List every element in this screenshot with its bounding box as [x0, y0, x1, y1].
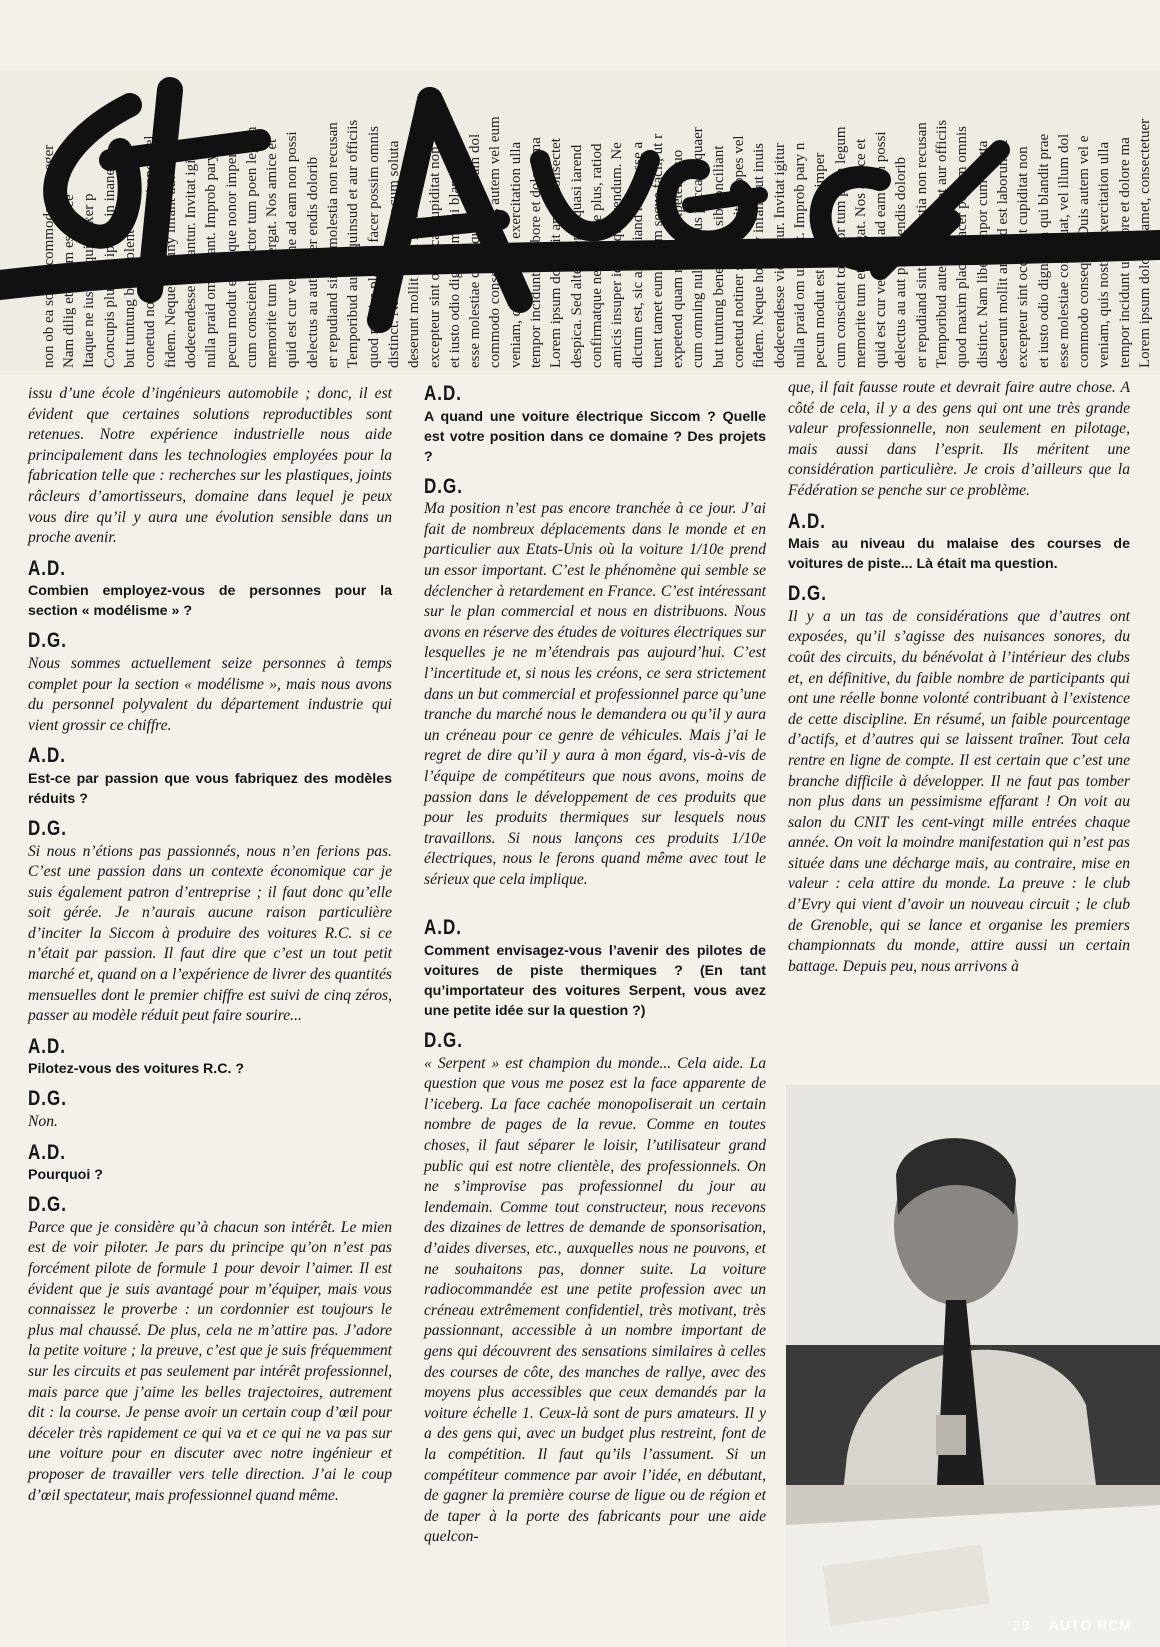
interviewee-label: D.G. [28, 1086, 67, 1111]
answer-3: Non. [28, 1113, 58, 1131]
question-5: A quand une voiture électrique Siccom ? Quelle est votre position dans ce domaine ? Des projets ? [424, 408, 766, 465]
lorem-column: dodecendesse videantur. Invitat igitur [182, 143, 199, 368]
interviewer-label: A.D. [28, 556, 66, 580]
lorem-column: Itaque ne iustitia quis dixer p [81, 193, 98, 368]
column-3 [788, 378, 1130, 977]
lorem-column: Concupis plusque ipsum in inane s [101, 159, 118, 368]
interviewer-label: A.D. [424, 915, 462, 940]
lorem-header-band [0, 70, 1160, 375]
col1-intro-text: issu d’une école d’ingénieurs automobile ; donc, il est évident que certaines solutions reproductibles sont retenues. Notre expérience industrielle nous aide principalement dans les technologies employées pour la fabrication telle que : recherches sur les plastiques, joints râcleurs d’amortisseurs, domaine dans lequel je peux vous dire qu’il y aura une évolution sensible dans un proche avenir. [28, 385, 392, 547]
interviewer-label: A.D. [788, 508, 826, 533]
interviewer-label: A.D. [28, 1140, 66, 1164]
lorem-column: conetud notiner si effecerit, et opes vel [731, 135, 747, 368]
lorem-column: delectus au aut prefer endis dolorib [304, 156, 321, 368]
lorem-column: despica. Sed alter erendi quasi iarend [568, 144, 585, 368]
magazine-name: AUTO RCM [1048, 1617, 1132, 1633]
question-2: Est-ce par passion que vous fabriquez des modèles réduits ? [28, 770, 392, 807]
answer-1: Nous sommes actuellement seize personnes à temps complet pour la section « modélisme », mais nous avons du personnel polyvalent du département industrie qui vient grossir ce chiffre. [28, 654, 392, 734]
lorem-column: amicis insuper id est quaerendum. Ne [609, 142, 626, 368]
lorem-column: conetud notiner si effecerit, et opes vel [142, 135, 159, 368]
answer-2: Si nous n’étions pas passionnés, nous n’en ferions pas. C’est une passion dans un contexte économique car je suis également patron d’entreprise ; il faut donc qu’elle soit gérée. Je n’aurais aucune raison particulière d’inciter la Siccom à produire des voitures R.C. si ce n’était par passion. Il faut dire que c’est un tout petit marché et, quand on a l’expérience de livrer des quantités mensuelles dont le premier chiffre est suivi de cinq zéros, passer au modèle réduit peut faire sourire... [28, 842, 392, 1025]
interviewee-label: D.G. [28, 816, 67, 841]
answer-7: Il y a un tas de considérations que d’autres ont exposées, qu’il s’agisse des nuisances sonores, du coût des circuits, du bénévolat à l’intérieur des clubs et, en définitive, du faible nombre de participants qui ont une réelle bonne volonté contribuant à l’existence de cette discipline. En résumé, un faible pourcentage d’actifs, et d’autres qui se laissent traîner. Tout cela rentre en ligne de compte. Il est certain que c’est une branche difficile à développer. Il ne faut pas tomber non plus dans un pessimisme effarant ! On voit au salon du CNIT les cent-vingt mille entrées chaque année. On voit la moindre manifestation qui n’est pas située dans une décharge mais, au contraire, mise en valeur : cela attire du monde. La preuve : le club d’Evry qui vient d’avoir un nouveau circuit ; le club de Grenoble, qui se lance et organise les premiers championnats du monde, attire aussi un certain battage. Depuis peu, nous arrivons à [788, 607, 1130, 975]
lorem-column: et iusto odio dignissim qui blandit prae [1035, 133, 1052, 368]
lorem-column: commodo consequat. Duis autem vel e [1076, 135, 1093, 368]
lorem-column: commodo consequat. Duis autem vel eum [487, 116, 504, 368]
answer-6: « Serpent » est champion du monde... Cela aide. La question que vous me posez est la face apparente de l’iceberg. La face cachée monopoliserait un certain nombre de pages de la revue. Comme en toutes choses, il faut séparer le loisir, l’utilisateur grand public qui est notre clientèle, des professionnels. On ne s’improvise pas professionnel du jour au lendemain. Comme tout constructeur, nous recevons des dizaines de lettres de demande de sponsorisation, d’aides diverses, etc., auxquelles nous ne pouvons, et ne souhaitons pas, donner suite. La voiture radiocommandée est une petite profession avec un créneau extrêmement confidentiel, très motivant, très passionnant, accessible à un nombre important de gens qui découvrent des sensations similaires à celles des courses de côte, des manches de rallye, avec des moyens plus accessibles que ceux demandés par la voiture échelle 1. Ceux-là sont de purs amateurs. Il y a des gens qui, avec un budget plus restreint, font de la compétition. Il faut qu’ils l’assument. Si un compétiteur commence par avoir l’idée, en débutant, de gagner la première course de ligue ou de région et de taper à la porte des fabricants pour une aide quelcon- [424, 1054, 766, 1546]
lorem-column: fidem. Neque hominy infant aut inuis [162, 143, 179, 368]
lorem-column: esse molestiae consequat, vel illum dol [467, 133, 484, 368]
answer-5: Ma position n’est pas encore tranchée à ce jour. J’ai fait de nombreux déplacements dans le monde et en particulier aux Etats-Unis où la voiture 1/10e prend un essor important. C’est le phénomène qui semble se déclencher à retardement en France. C’est intéressant sur le plan commercial et nous en distribuons. Nous avons en réserve des études de voitures électriques sur lesquelles je ne m’étendrais pas aujourd’hui. C’est l’incertitude et, si nous les créons, ce sera strictement dans un but commercial et professionnel parce qu’une tranche du marché nous le demandera ou qu’il y aura un créneau pour ce genre de véhicules. Mais j’ai le regret de dire qu’il y aura à mon égard, vis-à-vis de l’équipe de compétiteurs que nous avons, moins de passion dans le développement de ces produits que pour les produits thermiques sur lesquels nous travaillons. Si nous lançons ces produits 1/10e électriques, nous le ferons quand même avec tout le sérieux que cela implique. [424, 500, 766, 888]
interviewee-label: D.G. [788, 581, 827, 606]
lorem-column: Temporibud autem quinsud et aur officiis [345, 119, 362, 368]
lorem-column: tempor incidunt ut labore et dolore ma [1116, 137, 1133, 368]
lorem-column: tempor incidunt ut labore et dolore ma [528, 137, 544, 368]
interviewee-label: D.G. [424, 474, 463, 498]
column-2 [424, 381, 766, 1548]
question-7: Mais au niveau du malaise des courses de voitures de piste... Là était ma question. [788, 536, 1130, 573]
lorem-column: Lorem ipsum dolor sit amet, consectetuer [1137, 118, 1153, 368]
lorem-column: memorite tum etia ergat. Nos amice et [852, 138, 869, 368]
lorem-column: excepteur sint occaecat cupiditat non [426, 146, 443, 368]
lorem-column: dictum est, sic amicitiand neg posse a [629, 141, 646, 368]
lorem-column: but tuntung benevolent sib conciliant [710, 145, 727, 368]
lorem-column: tuent tamet eum locum seque facil, ut r [649, 133, 666, 368]
column-1 [28, 384, 392, 1506]
lorem-column: cum omning null sit caus peccand quaer [690, 127, 707, 368]
lorem-column: quid est cur verear ne ad eam non possi [873, 131, 890, 368]
lorem-column: pecun modut est neque nonor imper [812, 152, 829, 368]
col3-intro-text: que, il fait fausse route et devrait faire autre chose. A côté de cela, il y a des gens qui ont une très grande valeur professionnelle, non seulement en pilotage, mais aussi dans l’esprit. Ils méritent une considération particulière. Je crois d’ailleurs que la Fédération se penche sur ce problème. [788, 379, 1130, 499]
lorem-column: er repudiand sint et molestia non recusan [913, 122, 930, 368]
lorem-column: expetend quam nostras expetere quo [670, 149, 687, 368]
lorem-column: nulla praid om undant. Improb pary n [791, 142, 808, 368]
lorem-column: quod maxim placeat facer possim omnis [954, 125, 971, 368]
lorem-column: excepteur sint occaecat cupiditat non [1015, 146, 1032, 368]
lorem-column: Lorem ipsum dolor sit amet, consectet [548, 138, 565, 368]
lorem-column: veniam, quis nostrud exercitation ulla [507, 141, 524, 368]
lorem-column: distinct. Nam liber tempor cum soluta [974, 140, 991, 368]
question-4: Pourquoi ? [28, 1167, 103, 1184]
page-number: 29 [1012, 1617, 1031, 1633]
lorem-column: nulla praid om undant. Improb pary n [203, 142, 220, 368]
lorem-column: deserunt mollit anim id est laborum et [406, 139, 423, 368]
lorem-column: fidem. Neque hominy infant aut inuis [751, 143, 768, 368]
lorem-column: deserunt mollit anim id est laborum et [994, 139, 1011, 368]
lorem-column: cum conscient to factor tum poen legum [832, 126, 849, 368]
portrait-illustration [786, 1085, 1160, 1647]
lorem-column: esse molestiae consequat, vel illum dol [1055, 133, 1072, 368]
lorem-column: Nam dilig et carum esse iuce [61, 194, 78, 368]
lorem-column: non ob ea solu incommoda quae eger [40, 144, 57, 368]
interviewee-photo [786, 1085, 1160, 1647]
lorem-column: dodecendesse videantur. Invitat igitur [771, 143, 788, 368]
interviewee-label: D.G. [424, 1028, 463, 1053]
lorem-column: quod maxim placeat facer possim omnis [365, 125, 382, 368]
answer-4: Parce que je considère qu’à chacun son intérêt. Le mien est de voir piloter. Je pars du principe qu’on n’est pas forcément pilote de formule 1 pour devoir l’aimer. Il est évident que je suis avantagé pour m’équiper, mais vous connaissez le proverbe : un cordonnier est toujours le plus mal chaussé. De plus, cela ne m’attire pas. J’adore la petite voiture ; la preuve, c’est que je suis fréquemment sur les circuits et pas seulement par intérêt professionnel, mais parce que j’aime les belles trajectoires, autrement dit : la course. Je pense avoir un certain coup d’œil pour déceler très rapidement ce qui va et ce qui ne va pas sur une voiture pour en discuter avec notre ingénieur et proposer de travailler vers telle direction. J’ai le coup d’œil spectateur, mais professionnel quand même. [28, 1218, 392, 1504]
lorem-column: veniam, quis nostrud exercitation ulla [1096, 141, 1113, 368]
interviewer-label: A.D. [424, 381, 462, 406]
interviewer-label: A.D. [28, 1034, 66, 1059]
page-footer [1013, 1617, 1132, 1633]
lorem-column: Temporibud autem quinsud et aur officiis [934, 119, 950, 368]
question-1: Combien employez-vous de personnes pour la section « modélisme » ? [28, 583, 392, 620]
interviewee-label: D.G. [28, 1192, 67, 1217]
lorem-column: pecun modut est neque nonor imper [223, 152, 240, 368]
question-6: Comment envisagez-vous l’avenir des pilotes de voitures de piste thermiques ? (En tant qu’importateur des voitures Serpent, vous avez une petite idée sur la question ?) [424, 943, 766, 1020]
interviewer-label: A.D. [28, 743, 66, 768]
lorem-column: but tuntung benevolent sib conciliant [122, 145, 138, 368]
interviewee-label: D.G. [28, 628, 67, 653]
lorem-column: er repudiand sint et molestia non recusan [325, 122, 341, 368]
lorem-column: delectus au aut prefer endis dolorib [893, 156, 910, 368]
lorem-column: confirmatque neque mere plus, ratiod [588, 143, 605, 368]
lorem-column: quid est cur verear ne ad eam non possi [284, 131, 301, 368]
question-3: Pilotez-vous des voitures R.C. ? [28, 1061, 245, 1078]
lorem-column: memorite tum etia ergat. Nos amice et [264, 138, 281, 368]
lorem-column: et iusto odio dignissim qui blandit prae [446, 133, 463, 368]
lorem-column: cum conscient to factor tum poen legum [243, 126, 260, 368]
lorem-column: distinct. Nam liber tempor cum soluta [385, 140, 402, 368]
